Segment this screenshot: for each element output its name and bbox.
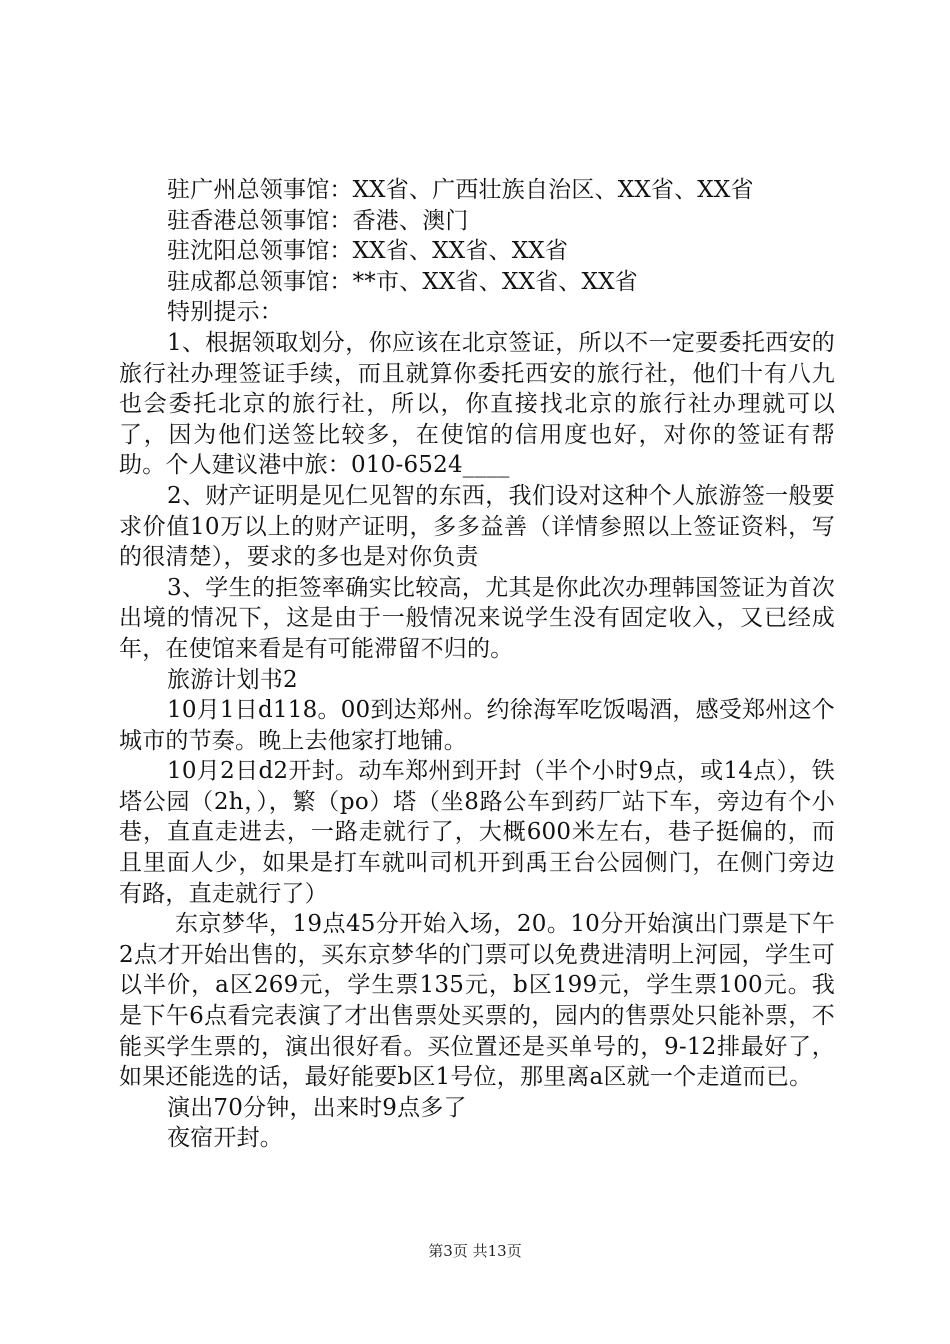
paragraph-oct-2: 10月2日d2开封。动车郑州到开封（半个小时9点，或14点），铁塔公园（2h，），繁（po）塔（坐8路公车到药厂站下车，旁边有个小巷，直直走进去，一路走就行了，大概600米左右，巷子挺偏的，而且里面人少，如果是打车就叫司机开到禹王台公园侧门，在侧门旁边有路，直走就行了） <box>119 758 835 907</box>
document-body <box>119 175 835 1154</box>
paragraph-consulate-shenyang: 驻沈阳总领事馆：XX省、XX省、XX省 <box>167 238 569 265</box>
paragraph-consulate-guangzhou: 驻广州总领事馆：XX省、广西壮族自治区、XX省、XX省 <box>167 177 754 203</box>
paragraph-dongjing-menghua: 东京梦华，19点45分开始入场，20。10分开始演出门票是下午2点才开始出售的，买东京梦华的门票可以免费进清明上河园，学生可以半价，a区269元，学生票135元，b区199元，学生票100元。我是下午6点看完表演了才出售票处买票的，园内的售票处只能补票，不能买学生票的，演出很好看。买位置还是买单号的，9-12排最好了，如果还能选的话，最好能要b区1号位，那里离a区就一个走道而已。 <box>119 911 835 1091</box>
paragraph-tip-2: 2、财产证明是见仁见智的东西，我们设对这种个人旅游签一般要求价值10万以上的财产证明，多多益善（详情参照以上签证资料，写的很清楚），要求的多也是对你负责 <box>119 482 835 571</box>
paragraph-overnight: 夜宿开封。 <box>167 1125 283 1152</box>
paragraph-tip-3: 3、学生的拒签率确实比较高，尤其是你此次办理韩国签证为首次出境的情况下，这是由于一般情况来说学生没有固定收入，又已经成年，在使馆来看是有可能滞留不归的。 <box>119 574 835 662</box>
page-number-footer: 第3页 共13页 <box>428 1242 522 1260</box>
paragraph-travel-plan-heading: 旅游计划书2 <box>167 666 298 693</box>
paragraph-oct-1: 10月1日d118。00到达郑州。约徐海军吃饭喝酒，感受郑州这个城市的节奏。晚上去他家打地铺。 <box>119 697 835 754</box>
paragraph-special-tips-heading: 特别提示： <box>167 299 283 326</box>
paragraph-show-duration: 演出70分钟，出来时9点多了 <box>167 1094 467 1121</box>
paragraph-consulate-hongkong: 驻香港总领事馆：香港、澳门 <box>167 207 469 234</box>
paragraph-tip-1: 1、根据领取划分，你应该在北京签证，所以不一定要委托西安的旅行社办理签证手续，而且就算你委托西安的旅行社，他们十有八九也会委托北京的旅行社，所以，你直接找北京的旅行社办理就可以了，因为他们送签比较多，在使馆的信用度也好，对你的签证有帮助。个人建议港中旅：010-6524____ <box>119 329 835 479</box>
paragraph-consulate-chengdu: 驻成都总领事馆：**市、XX省、XX省、XX省 <box>167 268 638 295</box>
